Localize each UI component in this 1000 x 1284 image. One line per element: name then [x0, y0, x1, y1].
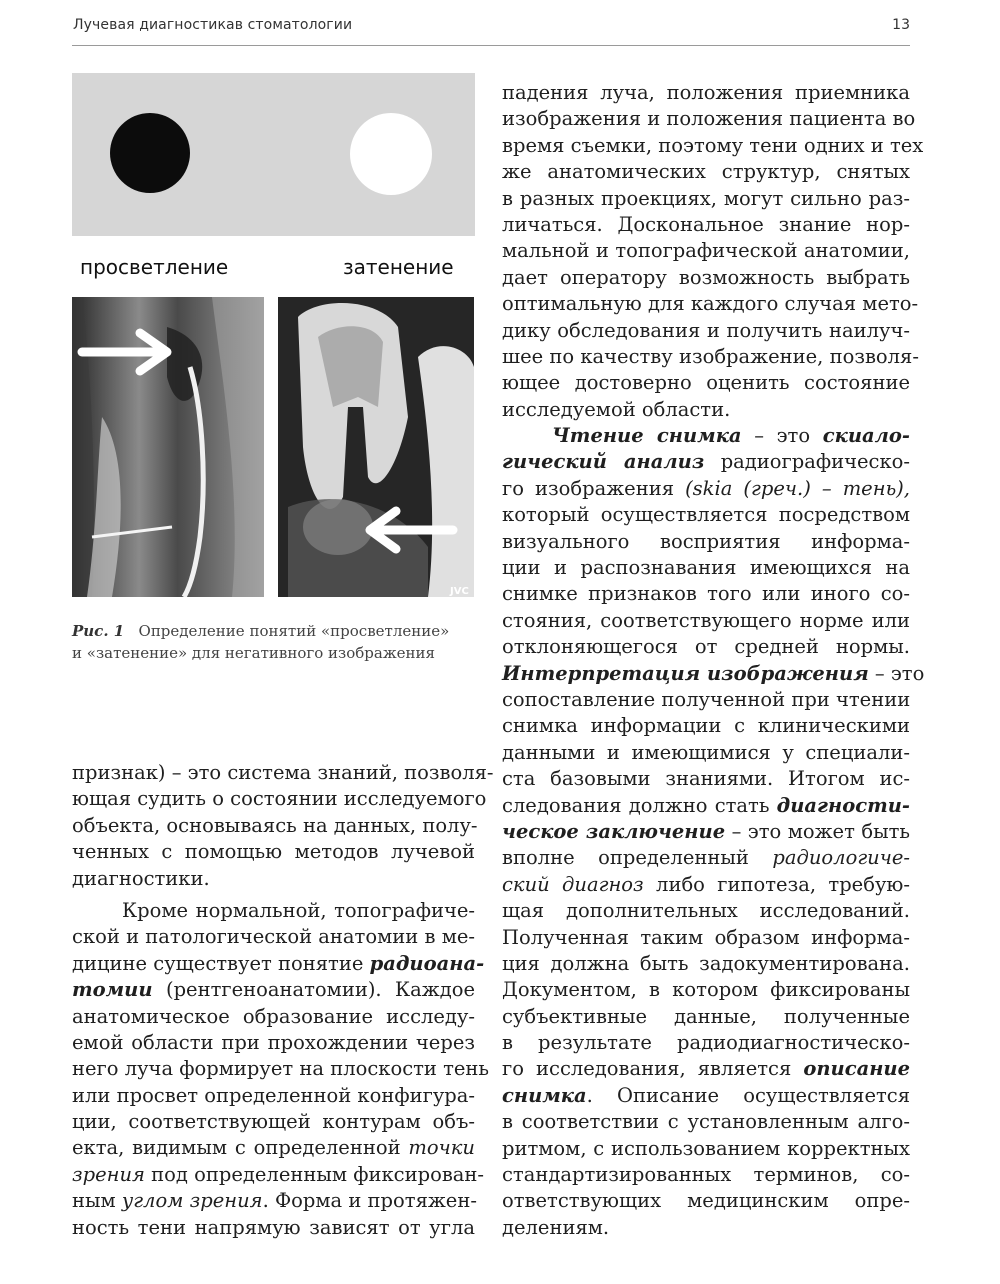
term-image-description-cont: снимка — [502, 1083, 587, 1107]
term-image-description: описание — [803, 1057, 910, 1081]
text-fragment: дицине существует понятие — [72, 951, 370, 975]
text-line: оптимальную для каждого случая мето- — [502, 292, 919, 316]
text-line: ответствующих медицинским опре- — [502, 1189, 910, 1213]
text-line — [72, 977, 475, 1003]
text-line: отклоняющегося от средней нормы. — [502, 635, 910, 659]
italic-fragment: радиологиче- — [772, 846, 910, 870]
text-line: ченных с помощью методов лучевой — [72, 840, 475, 864]
text-fragment: следования должно стать — [502, 793, 777, 817]
term-radioanatomy-cont: томии — [72, 978, 153, 1002]
term-diagnostic-conclusion-cont: ческое заключение — [502, 819, 726, 843]
text-line: субъективные данные, полученные — [502, 1004, 910, 1028]
text-line — [502, 845, 910, 871]
text-line — [502, 793, 910, 819]
text-line: шее по качеству изображение, позволя- — [502, 344, 919, 368]
caption-text-1: Определение понятий «просветление» — [138, 622, 450, 640]
text-line — [502, 819, 910, 845]
text-line: диагностики. — [72, 866, 210, 890]
text-fragment: (рентгеноанатомии). Каждое — [152, 978, 475, 1002]
running-header-title: Лучевая диагностикав стоматологии — [73, 17, 353, 33]
text-line — [502, 872, 910, 898]
text-line: который осуществляется посредством — [502, 503, 910, 527]
text-line: же анатомических структур, снятых — [502, 160, 910, 184]
text-line: признак) – это система знаний, позволя- — [72, 761, 494, 784]
text-fragment: радиографическо- — [704, 450, 910, 474]
italic-fragment: ский диагноз — [502, 872, 644, 896]
text-line: ющее достоверно оценить состояние — [502, 371, 910, 395]
xray-watermark: JVC — [450, 586, 469, 597]
text-line — [72, 1135, 475, 1161]
left-text-column — [72, 760, 494, 1241]
caption-line-1 — [72, 620, 482, 642]
text-line: личаться. Доскональное знание нор- — [502, 212, 910, 236]
text-line: падения луча, положения приемника — [502, 81, 910, 104]
text-line — [502, 1083, 910, 1109]
text-line — [72, 1162, 485, 1188]
xray-lucency-drawing — [72, 297, 264, 597]
text-line: дает оператору возможность выбрать — [502, 265, 910, 289]
text-line: делениям. — [502, 1215, 610, 1239]
text-line: дику обследования и получить наилуч- — [502, 318, 910, 342]
text-line: емой области при прохождении через — [72, 1030, 475, 1054]
text-line: снимке признаков того или иного со- — [502, 582, 910, 606]
text-fragment: – это — [868, 661, 925, 685]
term-skiological-cont: гический анализ — [502, 450, 705, 474]
text-line — [72, 951, 485, 977]
text-line: визуального восприятия информа- — [502, 529, 910, 553]
text-line — [72, 1188, 475, 1214]
text-fragment: ным — [72, 1189, 122, 1213]
text-line: данными и имеющимися у специали- — [502, 740, 910, 764]
text-line: Кроме нормальной, топографиче- — [122, 898, 475, 922]
header-divider — [72, 45, 910, 46]
text-line: стояния, соответствующего норме или — [502, 608, 910, 632]
dark-circle — [110, 113, 190, 193]
text-line: изображения и положения пациента во — [502, 107, 916, 131]
text-line: или просвет определенной конфигура- — [72, 1083, 475, 1107]
italic-fragment: точки — [408, 1136, 475, 1160]
figure-label-lucency: просветление — [80, 255, 229, 279]
text-line: в результате радиодиагностическо- — [502, 1031, 910, 1055]
text-fragment: . Форма и протяжен- — [262, 1189, 477, 1213]
text-line: ции, соответствующей контурам объ- — [72, 1110, 475, 1134]
term-interpretation: Интерпретация изображения — [502, 661, 869, 685]
text-fragment: либо гипотеза, требую- — [643, 872, 910, 896]
text-line: ция должна быть задокументирована. — [502, 951, 910, 975]
text-line — [502, 423, 910, 449]
xray-image-opacity — [278, 297, 474, 597]
text-line: в разных проекциях, могут сильно раз- — [502, 186, 910, 210]
text-line — [502, 1056, 910, 1082]
text-fragment: . Описание осуществляется — [586, 1083, 910, 1107]
text-fragment: под определенным фиксирован- — [144, 1162, 485, 1186]
text-line: щая дополнительных исследований. — [502, 899, 910, 923]
text-line — [502, 661, 925, 687]
text-line: ритмом, с использованием корректных — [502, 1136, 910, 1160]
text-fragment: – это может быть — [725, 819, 910, 843]
text-line: ции и распознавания имеющихся на — [502, 556, 910, 580]
text-fragment: го изображения — [502, 476, 686, 500]
text-line: ющая судить о состоянии исследуемого — [72, 787, 487, 811]
text-line: мальной и топографической анатомии, — [502, 239, 910, 263]
term-reading-image: Чтение снимка — [552, 424, 742, 448]
text-line: сопоставление полученной при чтении — [502, 687, 911, 711]
text-line: объекта, основываясь на данных, полу- — [72, 813, 478, 837]
xray-image-lucency — [72, 297, 264, 597]
figure-label-opacity: затенение — [343, 255, 454, 279]
text-line: него луча формирует на плоскости тень — [72, 1057, 490, 1081]
italic-fragment: углом зрения — [121, 1189, 263, 1213]
text-line: время съемки, поэтому тени одних и тех — [502, 133, 924, 157]
text-line: исследуемой области. — [502, 397, 731, 421]
text-line: снимка информации с клиническими — [502, 714, 910, 738]
text-line: Полученная таким образом информа- — [502, 925, 910, 949]
italic-fragment: зрения — [72, 1162, 145, 1186]
text-line — [502, 449, 910, 475]
text-line: ской и патологической анатомии в ме- — [72, 925, 475, 949]
caption-figure-label: Рис. 1 — [72, 622, 125, 640]
term-diagnostic-conclusion: диагности- — [776, 793, 910, 817]
text-line: ность тени напрямую зависят от угла — [72, 1215, 475, 1239]
text-fragment: вполне определенный — [502, 846, 773, 870]
text-line — [502, 476, 910, 502]
text-line: стандартизированных терминов, со- — [502, 1163, 910, 1187]
text-line: ста базовыми знаниями. Итогом ис- — [502, 767, 910, 791]
light-circle — [350, 113, 432, 195]
text-fragment: го исследования, является — [502, 1057, 804, 1081]
term-skiological: скиало- — [822, 424, 911, 448]
page-number: 13 — [892, 17, 910, 33]
text-line: анатомическое образование исследу- — [72, 1004, 475, 1028]
text-fragment: екта, видимым с определенной — [72, 1136, 409, 1160]
caption-line-2: и «затенение» для негативного изображения — [72, 644, 435, 662]
text-fragment: – это — [741, 424, 823, 448]
term-radioanatomy: радиоана- — [369, 951, 485, 975]
figure-caption — [72, 620, 482, 664]
text-line: Документом, в котором фиксированы — [502, 978, 910, 1002]
right-text-column — [502, 80, 925, 1241]
xray-opacity-drawing — [278, 297, 474, 597]
italic-fragment: (skia (греч.) – тень), — [685, 476, 910, 500]
text-line: в соответствии с установленным алго- — [502, 1110, 910, 1134]
